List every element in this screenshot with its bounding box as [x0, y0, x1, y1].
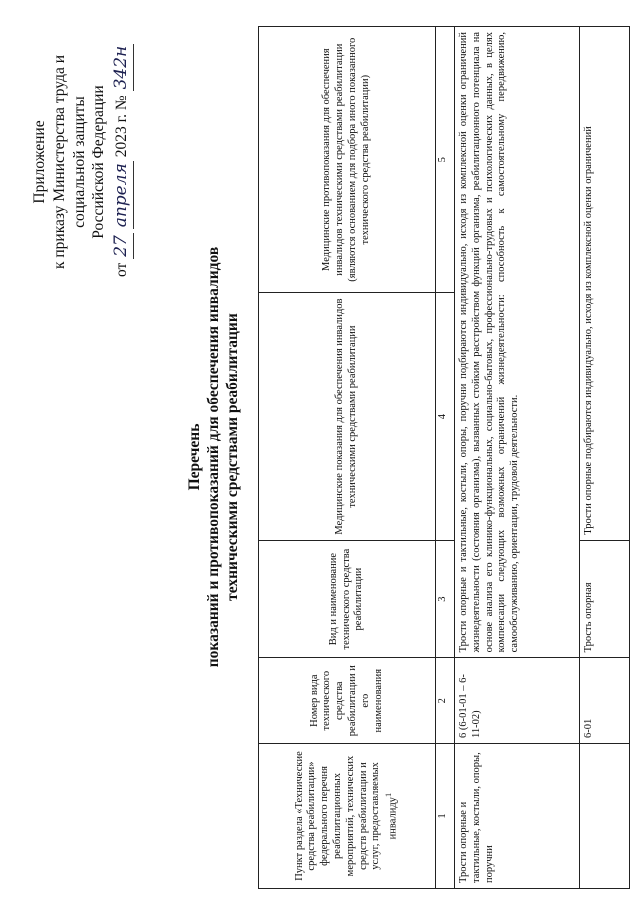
appendix-order-line: к приказу Министерства труда и [50, 54, 68, 270]
row-type-cell: Трость опорная [580, 540, 630, 658]
header-cell-5: Медицинские противопоказания для обеспечения инвалидов техническими средствами реабилитации (являются основанием для подбора иного показанного технического средства реабилитации) [259, 27, 436, 293]
column-number: 4 [436, 293, 455, 540]
appendix-block [30, 47, 134, 277]
row-section-cell [580, 744, 630, 889]
appendix-ministry-line: социальной защиты [70, 96, 88, 228]
appendix-country-line: Российской Федерации [90, 85, 108, 239]
handwritten-day: 27 [111, 233, 134, 259]
header-text-1: Пункт раздела «Технические средства реабилитации» федерального перечня реабилитационных мероприятий, технических средств реабилитации и услуг, предоставляемых инвалиду [293, 751, 399, 881]
heading-line-1: Перечень [186, 423, 203, 491]
table-row [455, 27, 580, 889]
indications-table [258, 26, 630, 889]
row-merged-indications: Трости опорные и тактильные, костыли, опоры, поручни подбираются индивидуально, исходя из комплексной оценки ограничений жизнедеятельности (состояния организма), вызванных стойким расстройством функций организма, реабилитационного потенциала на основе анализа его клинико-функциональных, социально-бытовых, профессионально-трудовых и психологических данных, в целях компенсации следующих возможных ограничений жизнедеятельности: способность к самостоятельному передвижению, самообслуживанию, ориентации, трудовой деятельности. [455, 27, 580, 658]
column-number: 2 [436, 658, 455, 744]
date-prefix: от [113, 262, 131, 277]
row-indications-cell: Трости опорные подбираются индивидуально, исходя из комплексной оценки ограничений [580, 27, 630, 541]
column-number-row [436, 27, 455, 889]
heading-line-2: показаний и противопоказаний для обеспечения инвалидов [204, 246, 222, 668]
table-header-row [259, 27, 436, 889]
handwritten-month: апреля [111, 161, 134, 229]
row-number-cell: 6-01 [580, 658, 630, 744]
column-number: 1 [436, 744, 455, 889]
row-section-cell: Трости опорные и тактильные, костыли, опоры, поручни [455, 744, 580, 889]
table-row [580, 27, 630, 889]
header-cell-4: Медицинские показания для обеспечения инвалидов техническими средствами реабилитации [259, 293, 436, 540]
document-heading [186, 57, 243, 857]
heading-line-3: техническими средствами реабилитации [223, 313, 241, 601]
header-cell-1 [259, 744, 436, 889]
footnote-mark: 1 [383, 792, 394, 798]
row-number-cell: 6 (6-01-01 – 6-11-02) [455, 658, 580, 744]
column-number: 5 [436, 27, 455, 293]
handwritten-number: 342н [111, 44, 134, 92]
appendix-title: Приложение [31, 120, 48, 204]
column-number: 3 [436, 540, 455, 658]
header-cell-2: Номер вида технического средства реабилитации и его наименования [259, 658, 436, 744]
header-cell-3: Вид и наименование технического средства реабилитации [259, 540, 436, 658]
appendix-date-line [111, 47, 134, 277]
date-year: 2023 г. № [113, 95, 131, 158]
